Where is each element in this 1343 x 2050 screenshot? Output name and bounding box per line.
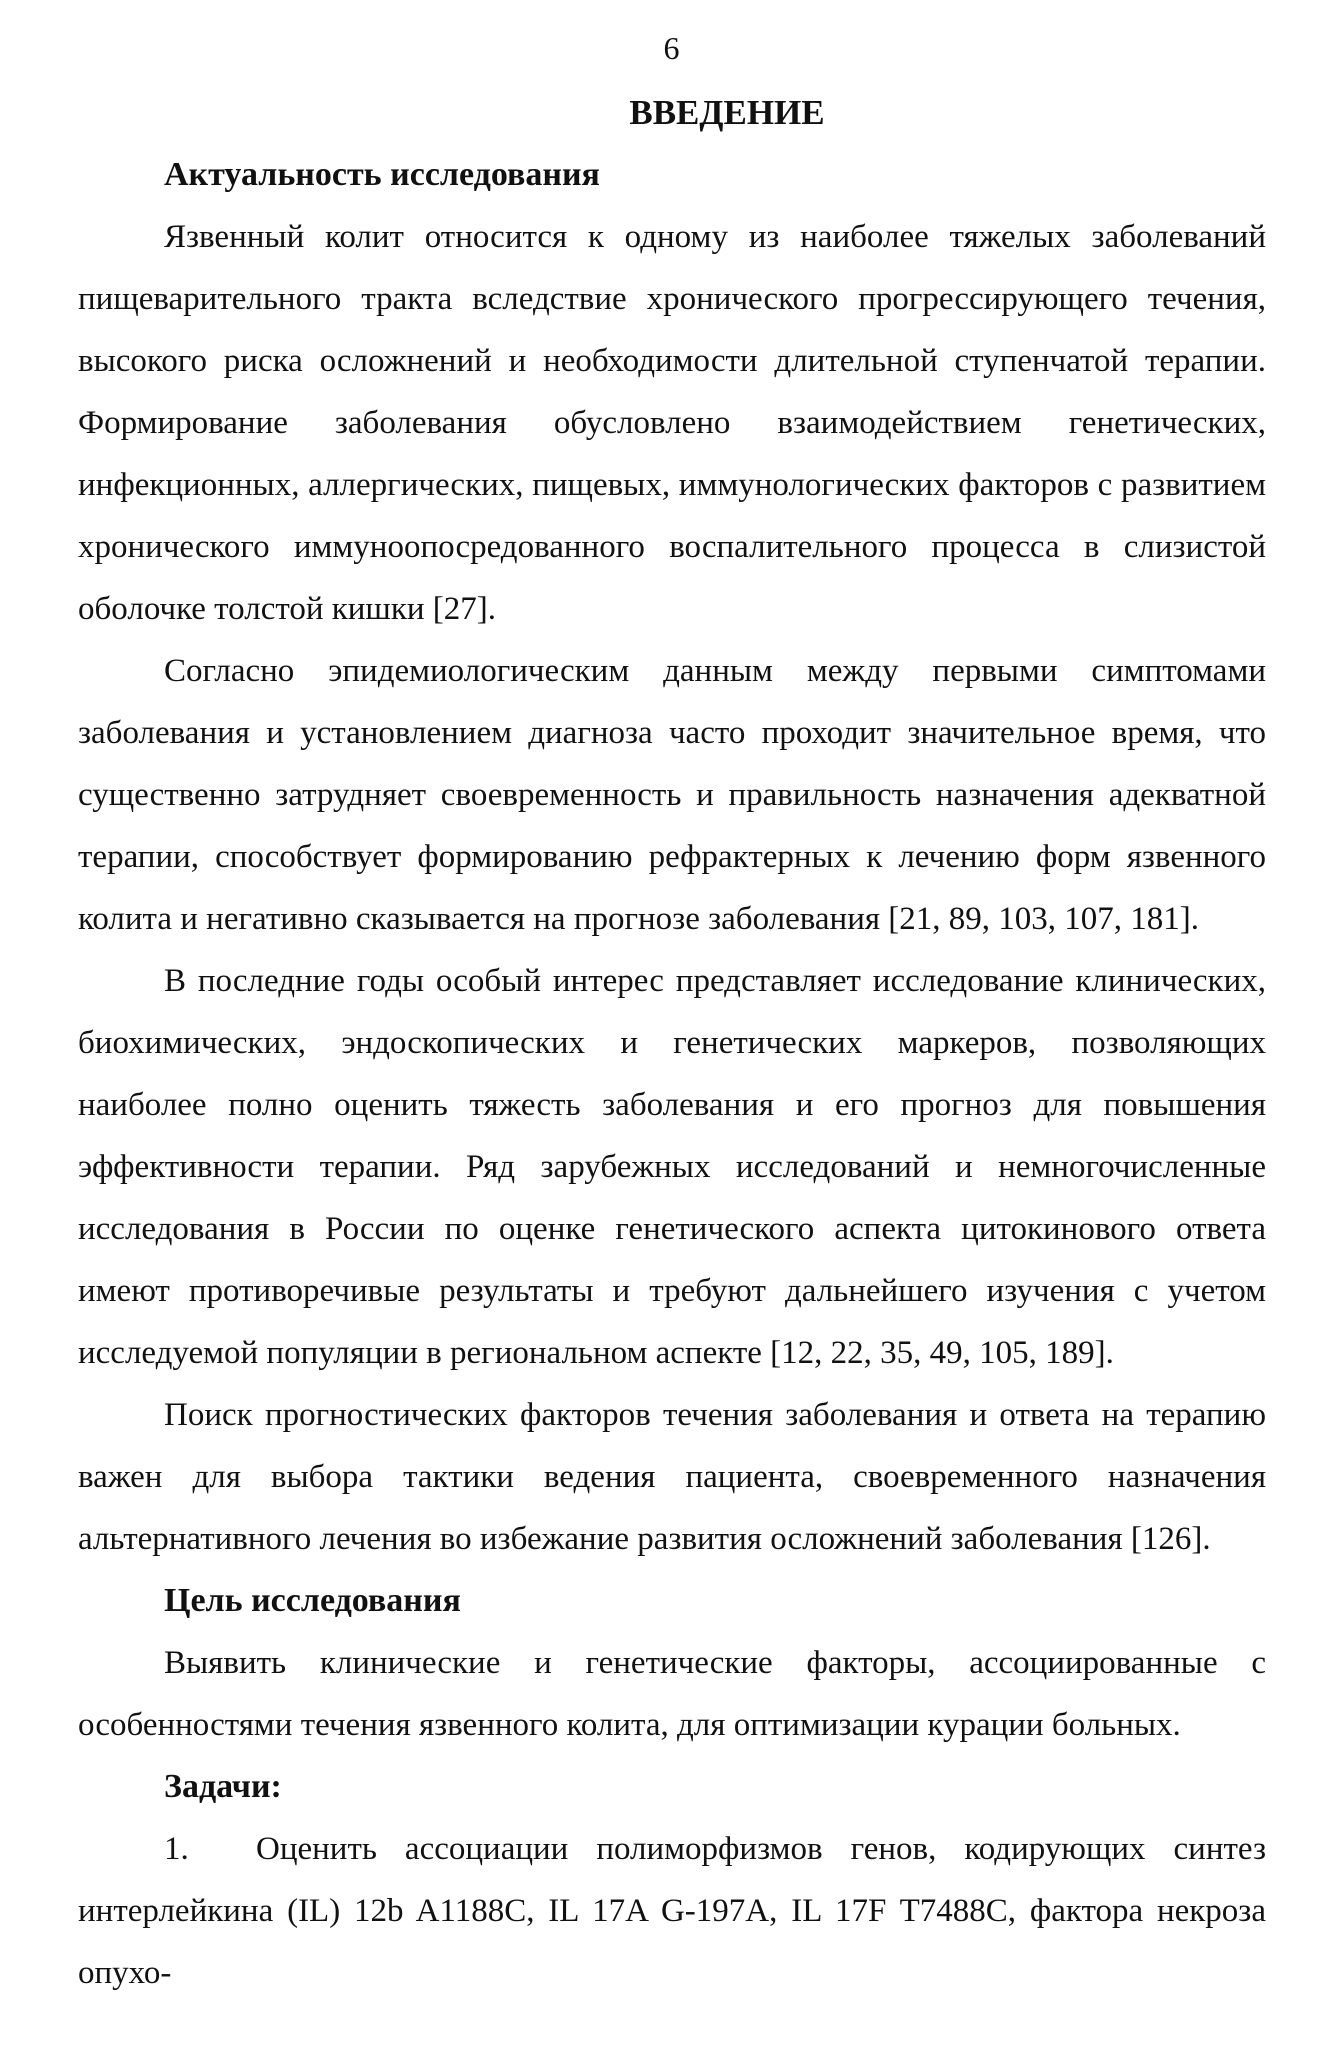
tasks-heading: Задачи: — [164, 1768, 282, 1805]
goal-heading: Цель исследования — [164, 1582, 461, 1619]
task-number: 1. — [164, 1831, 189, 1867]
page-number: 6 — [663, 30, 680, 66]
goal-text: Выявить клинические и генетические факторы, ассоциированные с особенностями течения язвенного колита, для оптимизации курации больных. — [78, 1645, 1266, 1743]
relevance-paragraph-2: Согласно эпидемиологическим данным между первыми симптомами заболевания и установлением диагноза часто проходит значительное время, что существенно затрудняет своевременность и правильность назначения адекватной терапии, способствует формированию рефрактерных к лечению форм язвенного колита и негативно сказывается на прогнозе заболевания [21, 89, 103, 107, 181]. — [78, 653, 1266, 937]
page-content — [78, 82, 1266, 2004]
task-text: Оценить ассоциации полиморфизмов генов, кодирующих синтез интерлейкина (IL) 12b A1188C, IL 17A G-197A, IL 17F T7488C, фактора некроза опухо- — [78, 1831, 1266, 1991]
relevance-heading: Актуальность исследования — [164, 156, 600, 193]
relevance-paragraph-3: В последние годы особый интерес представляет исследование клинических, биохимических, эндоскопических и генетических маркеров, позволяющих наиболее полно оценить тяжесть заболевания и его прогноз для повышения эффективности терапии. Ряд зарубежных исследований и немногочисленные исследования в России по оценке генетического аспекта цитокинового ответа имеют противоречивые результаты и требуют дальнейшего изучения с учетом исследуемой популяции в региональном аспекте [12, 22, 35, 49, 105, 189]. — [78, 963, 1266, 1371]
relevance-paragraph-1: Язвенный колит относится к одному из наиболее тяжелых заболеваний пищеварительного тракта вследствие хронического прогрессирующего течения, высокого риска осложнений и необходимости длительной ступенчатой терапии. Формирование заболевания обусловлено взаимодействием генетических, инфекционных, аллергических, пищевых, иммунологических факторов с развитием хронического иммуноопосредованного воспалительного процесса в слизистой оболочке толстой кишки [27]. — [78, 219, 1266, 627]
task-item — [78, 1818, 1266, 2004]
section-title: ВВЕДЕНИЕ — [629, 93, 825, 132]
relevance-paragraph-4: Поиск прогностических факторов течения заболевания и ответа на терапию важен для выбора тактики ведения пациента, своевременного назначения альтернативного лечения во избежание развития осложнений заболевания [126]. — [78, 1397, 1266, 1557]
